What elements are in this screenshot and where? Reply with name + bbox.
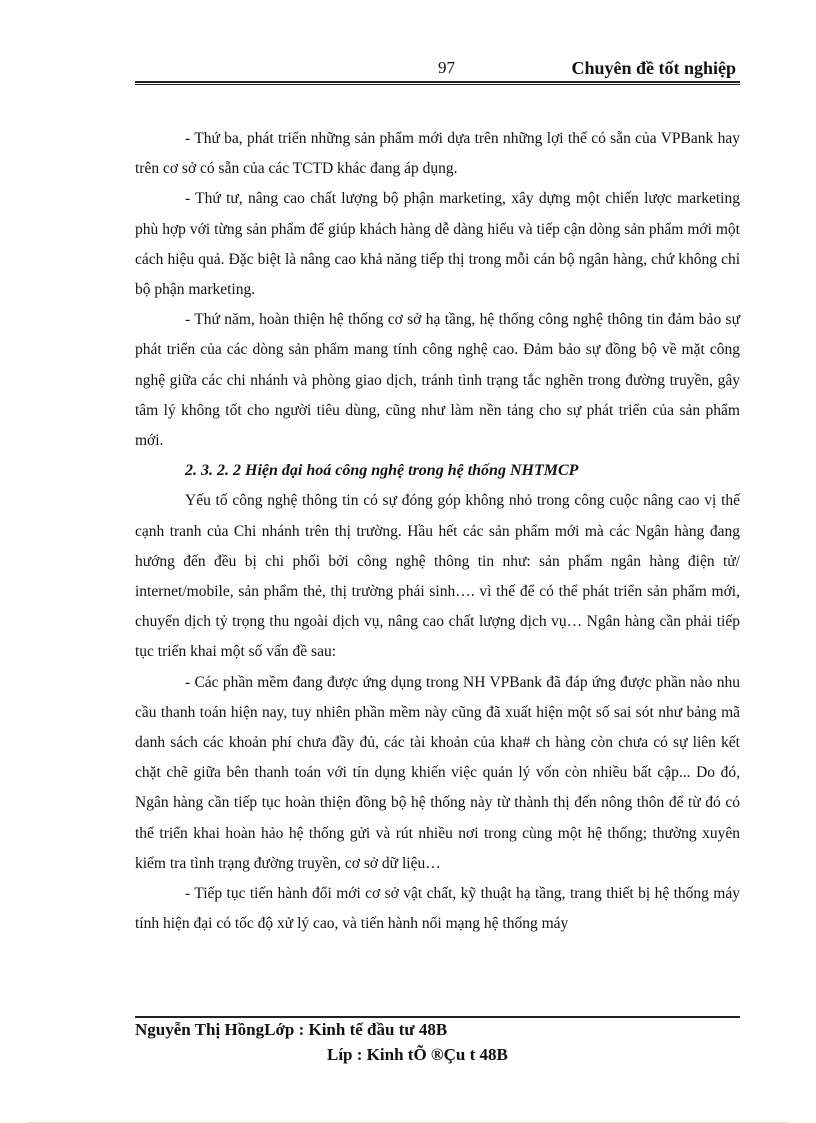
header-title: Chuyên đề tốt nghiệp xyxy=(571,58,736,78)
document-body xyxy=(135,124,740,939)
footer-class-line: Líp : Kinh tÕ ®Çu t 48B xyxy=(327,1045,508,1064)
paragraph: - Tiếp tục tiến hành đổi mới cơ sở vật chất, kỹ thuật hạ tầng, trang thiết bị hệ thống máy tính hiện đại có tốc độ xử lý cao, và tiến hành nối mạng hệ thống máy xyxy=(135,885,740,933)
header-rule xyxy=(135,81,740,83)
paragraph: - Thứ tư, nâng cao chất lượng bộ phận marketing, xây dựng một chiến lược marketing phù hợp với từng sản phẩm để giúp khách hàng dễ dàng hiểu và tiếp cận dòng sản phẩm mới một cách hiệu quả. Đặc biệt là nâng cao khả năng tiếp thị trong mỗi cán bộ ngân hàng, chứ không chỉ bộ phận marketing. xyxy=(135,190,740,299)
paragraph: - Các phần mềm đang được ứng dụng trong NH VPBank đã đáp ứng được phần nào nhu cầu thanh toán hiện nay, tuy nhiên phần mềm này cũng đã xuất hiện một số sai sót như bảng mã danh sách các khoản phí chưa đầy đủ, các tài khoản của kha# ch hàng còn chưa có sự liên kết chặt chẽ giữa bên thanh toán với tín dụng khiến việc quản lý vốn còn nhiều bất cập... Do đó, Ngân hàng cần tiếp tục hoàn thiện đồng bộ hệ thống này từ thành thị đến nông thôn để từ đó có thể triển khai hoàn hảo hệ thống gửi và rút nhiều nơi trong cùng một hệ thống; thường xuyên kiểm tra tình trạng đường truyền, cơ sở dữ liệu… xyxy=(135,673,740,872)
paragraph: Yếu tố công nghệ thông tin có sự đóng góp không nhỏ trong công cuộc nâng cao vị thế cạnh tranh của Chi nhánh trên thị trường. Hầu hết các sản phẩm mới mà các Ngân hàng đang hướng đến đều bị chi phối bởi công nghệ thông tin như: sản phẩm ngân hàng điện tử/ internet/mobile, sản phẩm thẻ, thị trường phái sinh…. vì thế để có thể phát triển sản phẩm mới, chuyển dịch tỷ trọng thu ngoài dịch vụ, nâng cao chất lượng dịch vụ… Ngân hàng cần phải tiếp tục triển khai một số vấn đề sau: xyxy=(135,492,740,661)
footer-rule xyxy=(135,1016,740,1018)
section-heading: 2. 3. 2. 2 Hiện đại hoá công nghệ trong hệ thống NHTMCP xyxy=(185,462,579,480)
page-header xyxy=(135,52,740,82)
footer-author-class: Nguyễn Thị HồngLớp : Kinh tế đầu tư 48B xyxy=(135,1020,448,1039)
paragraph: - Thứ năm, hoàn thiện hệ thống cơ sở hạ tầng, hệ thống công nghệ thông tin đảm bảo sự phát triển của các dòng sản phẩm mang tính công nghệ cao. Đảm bảo sự đồng bộ về mặt công nghệ giữa các chi nhánh và phòng giao dịch, tránh tình trạng tắc nghẽn trong đường truyền, gây tâm lý không tốt cho người tiêu dùng, cũng như làm nền tảng cho sự phát triển của sản phẩm mới. xyxy=(135,311,740,450)
paragraph: - Thứ ba, phát triển những sản phẩm mới dựa trên những lợi thế có sẵn của VPBank hay trên cơ sở có sẵn của các TCTD khác đang áp dụng. xyxy=(135,130,740,178)
page-number: 97 xyxy=(438,58,455,77)
header-rule-thin xyxy=(135,84,740,85)
